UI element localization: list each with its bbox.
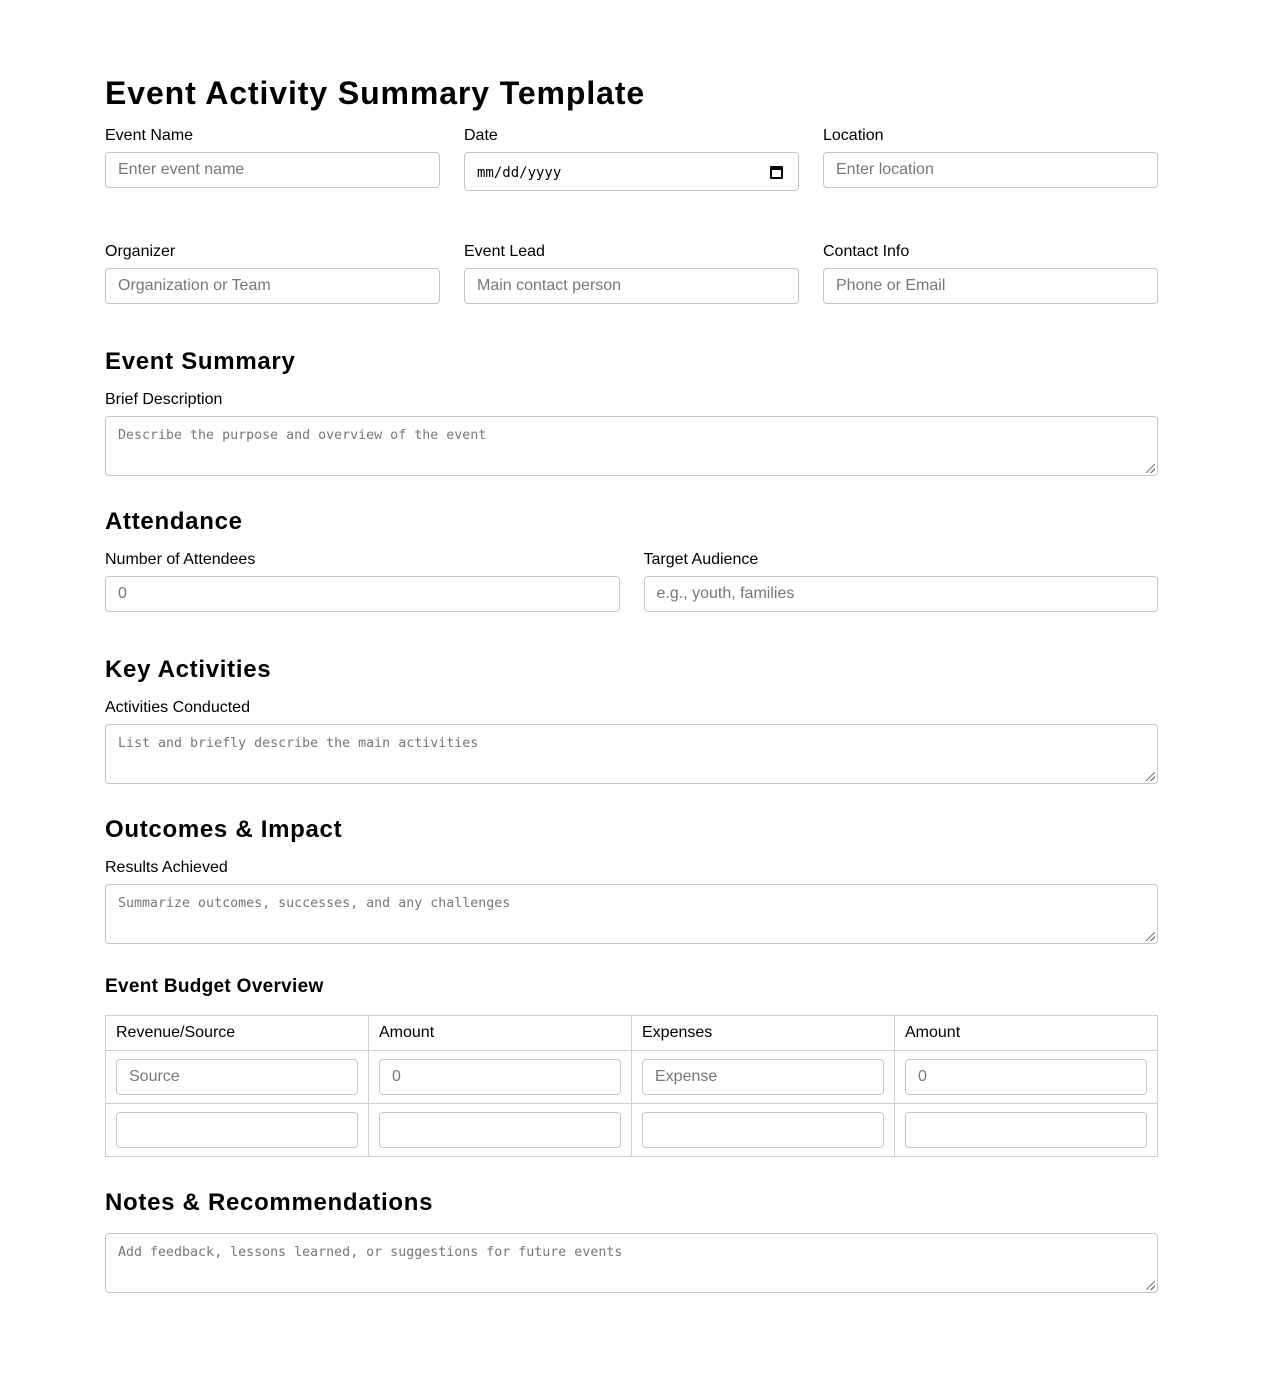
column-header-expenses: Expenses [632, 1016, 895, 1051]
event-details-row-2 [105, 243, 1158, 304]
resize-handle-icon[interactable] [1146, 1281, 1155, 1290]
outcomes-heading: Outcomes & Impact [105, 816, 343, 843]
expense-amount-input[interactable] [905, 1112, 1147, 1148]
outcomes-section [105, 816, 1158, 944]
organizer-field [105, 243, 440, 304]
notes-placeholder: Add feedback, lessons learned, or suggestions for future events [118, 1245, 623, 1260]
attendees-field [105, 551, 620, 612]
target-audience-placeholder: e.g., youth, families [656, 585, 795, 602]
resize-handle-icon[interactable] [1146, 772, 1155, 781]
notes-textarea[interactable] [105, 1233, 1158, 1293]
activities-placeholder: List and briefly describe the main activities [118, 736, 479, 751]
column-header-revenue-source: Revenue/Source [106, 1016, 369, 1051]
revenue-source-placeholder: Source [129, 1068, 180, 1085]
attendance-heading: Attendance [105, 508, 243, 535]
table-cell [632, 1104, 895, 1157]
activities-label: Activities Conducted [105, 699, 250, 716]
attendees-label: Number of Attendees [105, 551, 256, 568]
target-audience-input[interactable] [644, 576, 1159, 612]
results-textarea[interactable] [105, 884, 1158, 944]
organizer-label: Organizer [105, 243, 176, 260]
table-cell [369, 1051, 632, 1104]
revenue-amount-input[interactable] [379, 1059, 621, 1095]
brief-description-placeholder: Describe the purpose and overview of the event [118, 428, 487, 443]
contact-info-field [823, 243, 1158, 304]
event-name-label: Event Name [105, 127, 194, 144]
date-label: Date [464, 127, 498, 144]
table-row [106, 1104, 1158, 1157]
key-activities-section [105, 656, 1158, 784]
expense-amount-placeholder: 0 [918, 1068, 927, 1085]
location-field [823, 127, 1158, 191]
event-lead-input[interactable] [464, 268, 799, 304]
attendance-row [105, 551, 1158, 612]
event-name-input[interactable] [105, 152, 440, 188]
results-label: Results Achieved [105, 859, 228, 876]
date-value: mm/dd/yyyy [477, 164, 562, 181]
revenue-amount-input[interactable] [379, 1112, 621, 1148]
table-cell [895, 1051, 1158, 1104]
revenue-source-input[interactable] [116, 1112, 358, 1148]
brief-description-textarea[interactable] [105, 416, 1158, 476]
revenue-amount-placeholder: 0 [392, 1068, 401, 1085]
budget-header-row [106, 1016, 1158, 1051]
contact-info-placeholder: Phone or Email [836, 277, 946, 294]
target-audience-field [644, 551, 1159, 612]
revenue-source-input[interactable] [116, 1059, 358, 1095]
brief-description-label: Brief Description [105, 391, 223, 408]
contact-info-label: Contact Info [823, 243, 910, 260]
location-placeholder: Enter location [836, 161, 934, 178]
location-label: Location [823, 127, 884, 144]
column-header-expense-amount: Amount [895, 1016, 1158, 1051]
table-cell [106, 1051, 369, 1104]
event-summary-form [105, 0, 1158, 1293]
event-name-placeholder: Enter event name [118, 161, 245, 178]
event-lead-field [464, 243, 799, 304]
expense-placeholder: Expense [655, 1068, 718, 1085]
resize-handle-icon[interactable] [1146, 932, 1155, 941]
contact-info-input[interactable] [823, 268, 1158, 304]
expense-input[interactable] [642, 1112, 884, 1148]
results-placeholder: Summarize outcomes, successes, and any challenges [118, 896, 511, 911]
organizer-placeholder: Organization or Team [118, 277, 271, 294]
event-lead-placeholder: Main contact person [477, 277, 622, 294]
date-field [464, 127, 799, 191]
organizer-input[interactable] [105, 268, 440, 304]
table-cell [106, 1104, 369, 1157]
event-summary-heading: Event Summary [105, 348, 296, 375]
budget-table [105, 1015, 1158, 1157]
event-summary-section [105, 348, 1158, 476]
expense-amount-input[interactable] [905, 1059, 1147, 1095]
location-input[interactable] [823, 152, 1158, 188]
expense-input[interactable] [642, 1059, 884, 1095]
target-audience-label: Target Audience [643, 551, 759, 568]
notes-section [105, 1189, 1158, 1293]
table-cell [369, 1104, 632, 1157]
budget-section [105, 976, 1158, 1157]
budget-heading: Event Budget Overview [105, 976, 324, 997]
event-details-row-1 [105, 127, 1158, 191]
activities-textarea[interactable] [105, 724, 1158, 784]
key-activities-heading: Key Activities [105, 656, 272, 683]
event-lead-label: Event Lead [464, 243, 545, 260]
attendees-placeholder: 0 [118, 585, 127, 602]
table-cell [632, 1051, 895, 1104]
date-input[interactable] [464, 152, 799, 191]
table-row [106, 1051, 1158, 1104]
resize-handle-icon[interactable] [1146, 464, 1155, 473]
page-title: Event Activity Summary Template [105, 75, 646, 111]
column-header-revenue-amount: Amount [369, 1016, 632, 1051]
table-cell [895, 1104, 1158, 1157]
attendance-section [105, 508, 1158, 612]
notes-heading: Notes & Recommendations [105, 1189, 434, 1216]
attendees-input[interactable] [105, 576, 620, 612]
calendar-icon[interactable] [770, 166, 783, 179]
event-name-field [105, 127, 440, 191]
